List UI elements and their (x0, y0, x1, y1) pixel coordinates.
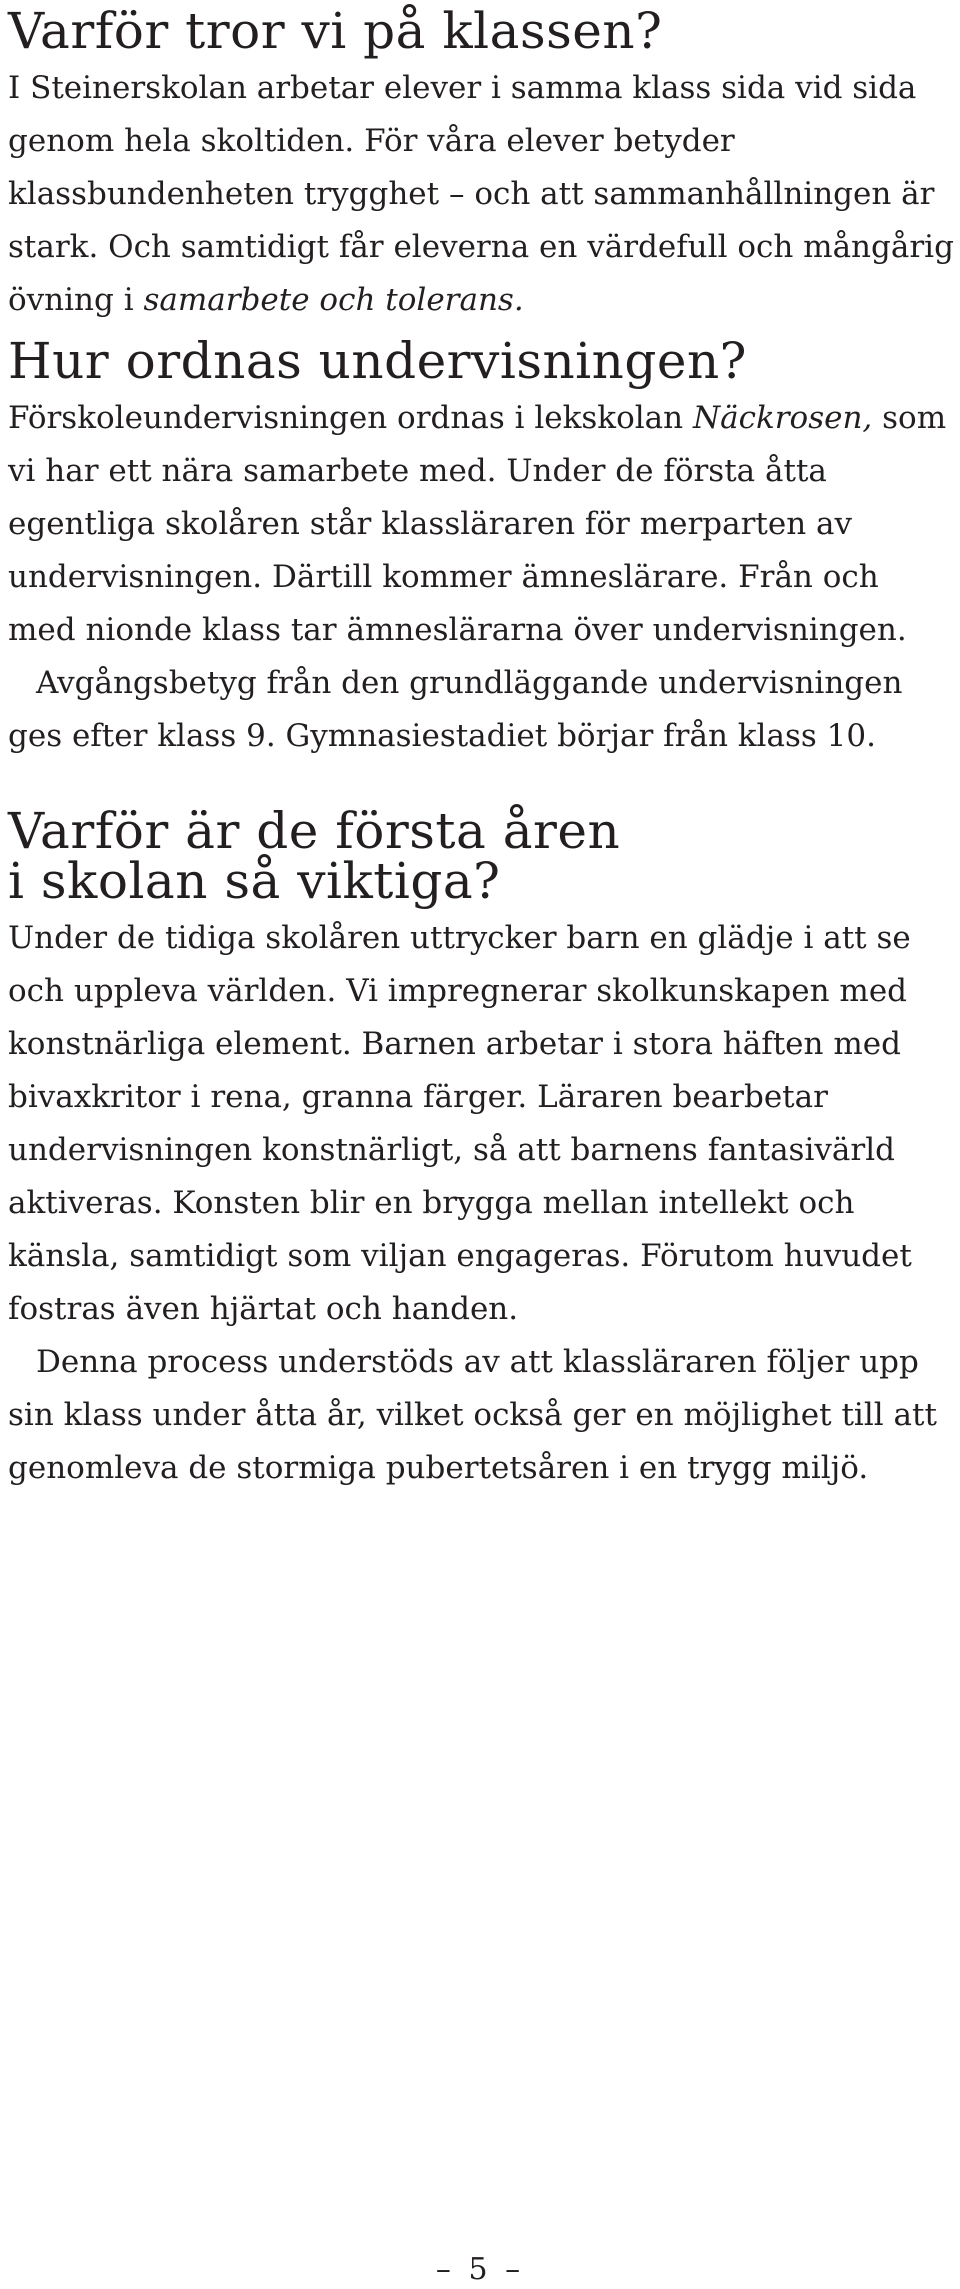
paragraph: Avgångsbetyg från den grundläggande undervisningen ges efter klass 9. Gymnasiestadiet börjar från klass 10. (8, 665, 903, 754)
section-heading (8, 802, 956, 910)
section-heading: Varför tror vi på klassen? (8, 2, 663, 60)
heading-line: Varför är de första åren (8, 802, 621, 860)
emphasis-text: samarbete och tolerans. (143, 282, 524, 318)
school-name: Näckrosen, (692, 400, 873, 436)
section-teaching (8, 332, 956, 763)
paragraph: Denna process understöds av att klassläraren följer upp sin klass under åtta år, vilket också ger en möjlighet till att genomleva de stormiga pubertetsåren i en trygg miljö. (8, 1344, 937, 1486)
paragraph-text: Förskoleundervisningen ordnas i lekskolan (8, 400, 693, 436)
paragraph-text: som vi har ett nära samarbete med. Under de första åtta egentliga skolåren står klassläraren för merparten av undervisningen. Därtill kommer ämneslärare. Från och med nionde klass tar ämneslärarna över undervisningen. (8, 400, 947, 648)
section-class (8, 2, 956, 327)
section-early-years (8, 802, 956, 1495)
paragraph (8, 62, 956, 327)
section-heading: Hur ordnas undervisningen? (8, 332, 747, 390)
paragraph (8, 392, 956, 657)
paragraph: Under de tidiga skolåren uttrycker barn en glädje i att se och uppleva världen. Vi impregnerar skolkunskapen med konstnärliga element. Barnen arbetar i stora häften med bivaxkritor i rena, granna färger. Läraren bearbetar undervisningen konstnärligt, så att barnens fantasivärld aktiveras. Konsten blir en brygga mellan intellekt och känsla, samtidigt som viljan engageras. Förutom huvudet fostras även hjärtat och handen. (8, 920, 912, 1327)
paragraph-text: I Steinerskolan arbetar elever i samma klass sida vid sida genom hela skoltiden. För våra elever betyder klassbundenheten trygghet – och att sammanhållningen är stark. Och samtidigt får eleverna en värdefull och mångårig övning i (8, 70, 954, 318)
heading-line: i skolan så viktiga? (8, 852, 501, 910)
page-number: – 5 – (435, 2252, 525, 2287)
